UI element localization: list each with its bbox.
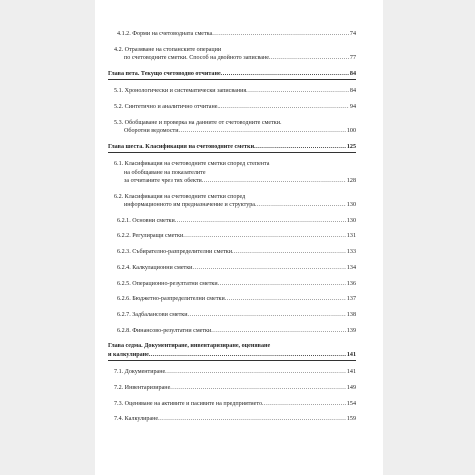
toc-page-number: 159 xyxy=(346,416,356,423)
toc-entry xyxy=(108,400,356,408)
toc-chapter-entry xyxy=(108,342,356,359)
toc-entry-text: 5.1. Хронологически и систематически записвания ..... xyxy=(114,87,356,95)
toc-entry-text: 6.2. Класификация на счетоводните сметки според xyxy=(114,193,246,200)
toc-page-number: 141 xyxy=(346,351,356,358)
toc-entry-text: 4.2. Отразяване на стопанските операции xyxy=(114,46,222,53)
toc-entry-text: 7.2. Инвентаризиране ..... xyxy=(114,384,356,392)
toc-entry xyxy=(108,87,356,95)
toc-entry-text: 6.2.3. Събирателно-разпределителни сметки ..... xyxy=(117,248,356,256)
toc-page-number: 94 xyxy=(349,103,356,110)
toc-entry xyxy=(108,232,356,240)
toc-entry-text: на обобщаване на показателите xyxy=(124,169,206,176)
toc-page-number: 134 xyxy=(346,264,356,271)
chapter-divider-rule xyxy=(108,79,356,80)
toc-page-number: 137 xyxy=(346,296,356,303)
toc-entry-text: за отчитаните чрез тях обекти ..... xyxy=(114,177,356,185)
toc-entry xyxy=(108,280,356,288)
toc-entry-text: по счетоводните сметки. Способ на двойното записване ..... xyxy=(114,54,356,62)
chapter-divider-rule xyxy=(108,152,356,153)
toc-entry xyxy=(108,160,356,185)
toc-page-number: 139 xyxy=(346,327,356,334)
toc-entry xyxy=(108,368,356,376)
toc-entry-text: информационното им предназначение и структура ..... xyxy=(114,201,356,209)
toc-entry xyxy=(108,311,356,319)
toc-page-number: 133 xyxy=(346,249,356,256)
toc-entry-text: 6.2.7. Задбалансови сметки ..... xyxy=(117,311,356,319)
toc-entry xyxy=(108,384,356,392)
toc-entry-text: 7.4. Калкулиране ..... xyxy=(114,415,356,423)
toc-page-number: 138 xyxy=(346,311,356,318)
toc-entry-text: 6.2.6. Бюджетно-разпределителни сметки ..... xyxy=(117,295,356,303)
toc-entry-text: 5.3. Обобщаване и проверка на данните от счетоводните сметки. xyxy=(114,119,282,126)
toc-entry xyxy=(108,327,356,335)
table-of-contents xyxy=(108,30,356,431)
toc-entry xyxy=(108,295,356,303)
toc-entry-text: 4.1.2. Форми на счетоводната сметка ..... xyxy=(117,30,356,38)
toc-entry-text: 5.2. Синтетично и аналитично отчитане. ..... xyxy=(114,103,356,111)
toc-entry-text: Глава пета. Текущо счетоводно отчитане ..... xyxy=(108,70,356,78)
toc-entry xyxy=(108,217,356,225)
toc-page-number: 149 xyxy=(346,384,356,391)
toc-entry xyxy=(108,248,356,256)
toc-entry xyxy=(108,415,356,423)
toc-entry-text: 6.1. Класификация на счетоводните сметки според степента xyxy=(114,161,270,168)
toc-entry-text: 6.2.5. Операционно-резултатни сметки ..... xyxy=(117,280,356,288)
document-page xyxy=(95,0,383,475)
toc-entry-text: 6.2.8. Финансово-резултатни сметки ..... xyxy=(117,327,356,335)
toc-chapter-entry xyxy=(108,143,356,151)
toc-page-number: 130 xyxy=(346,217,356,224)
toc-page-number: 84 xyxy=(349,88,356,95)
toc-entry-text: 7.1. Документиране ..... xyxy=(114,368,356,376)
toc-chapter-entry xyxy=(108,70,356,78)
toc-page-number: 131 xyxy=(346,233,356,240)
toc-page-number: 84 xyxy=(349,70,356,77)
toc-page-number: 125 xyxy=(346,143,356,150)
toc-entry xyxy=(108,103,356,111)
toc-page-number: 74 xyxy=(349,31,356,37)
toc-entry-text: 6.2.1. Основни сметки ..... xyxy=(117,217,356,225)
toc-entry-text: 6.2.2. Регулиращи сметки ..... xyxy=(117,232,356,240)
toc-page-number: 128 xyxy=(346,177,356,184)
toc-page-number: 136 xyxy=(346,280,356,287)
toc-page-number: 77 xyxy=(349,55,356,62)
toc-entry xyxy=(108,193,356,210)
toc-entry xyxy=(108,46,356,63)
toc-page-number: 154 xyxy=(346,400,356,407)
toc-entry-text: Глава шеста. Класификация на счетоводните сметки ..... xyxy=(108,143,356,151)
toc-page-number: 100 xyxy=(346,128,356,135)
toc-entry-text: 6.2.4. Калкулационни сметки ..... xyxy=(117,264,356,272)
toc-entry-text: Оборотни ведомости ..... xyxy=(114,127,356,135)
toc-entry xyxy=(108,119,356,136)
toc-entry-text: 7.3. Оценяване на активите и пасивите на предприятието ..... xyxy=(114,400,356,408)
toc-page-number: 130 xyxy=(346,202,356,209)
toc-entry xyxy=(108,264,356,272)
toc-entry-text: Глава седма. Документиране, инвентаризиране, оценяване xyxy=(108,343,271,350)
toc-entry-text: и калкулиране ..... xyxy=(108,351,356,359)
chapter-divider-rule xyxy=(108,360,356,361)
toc-entry xyxy=(108,30,356,38)
toc-page-number: 141 xyxy=(346,369,356,376)
